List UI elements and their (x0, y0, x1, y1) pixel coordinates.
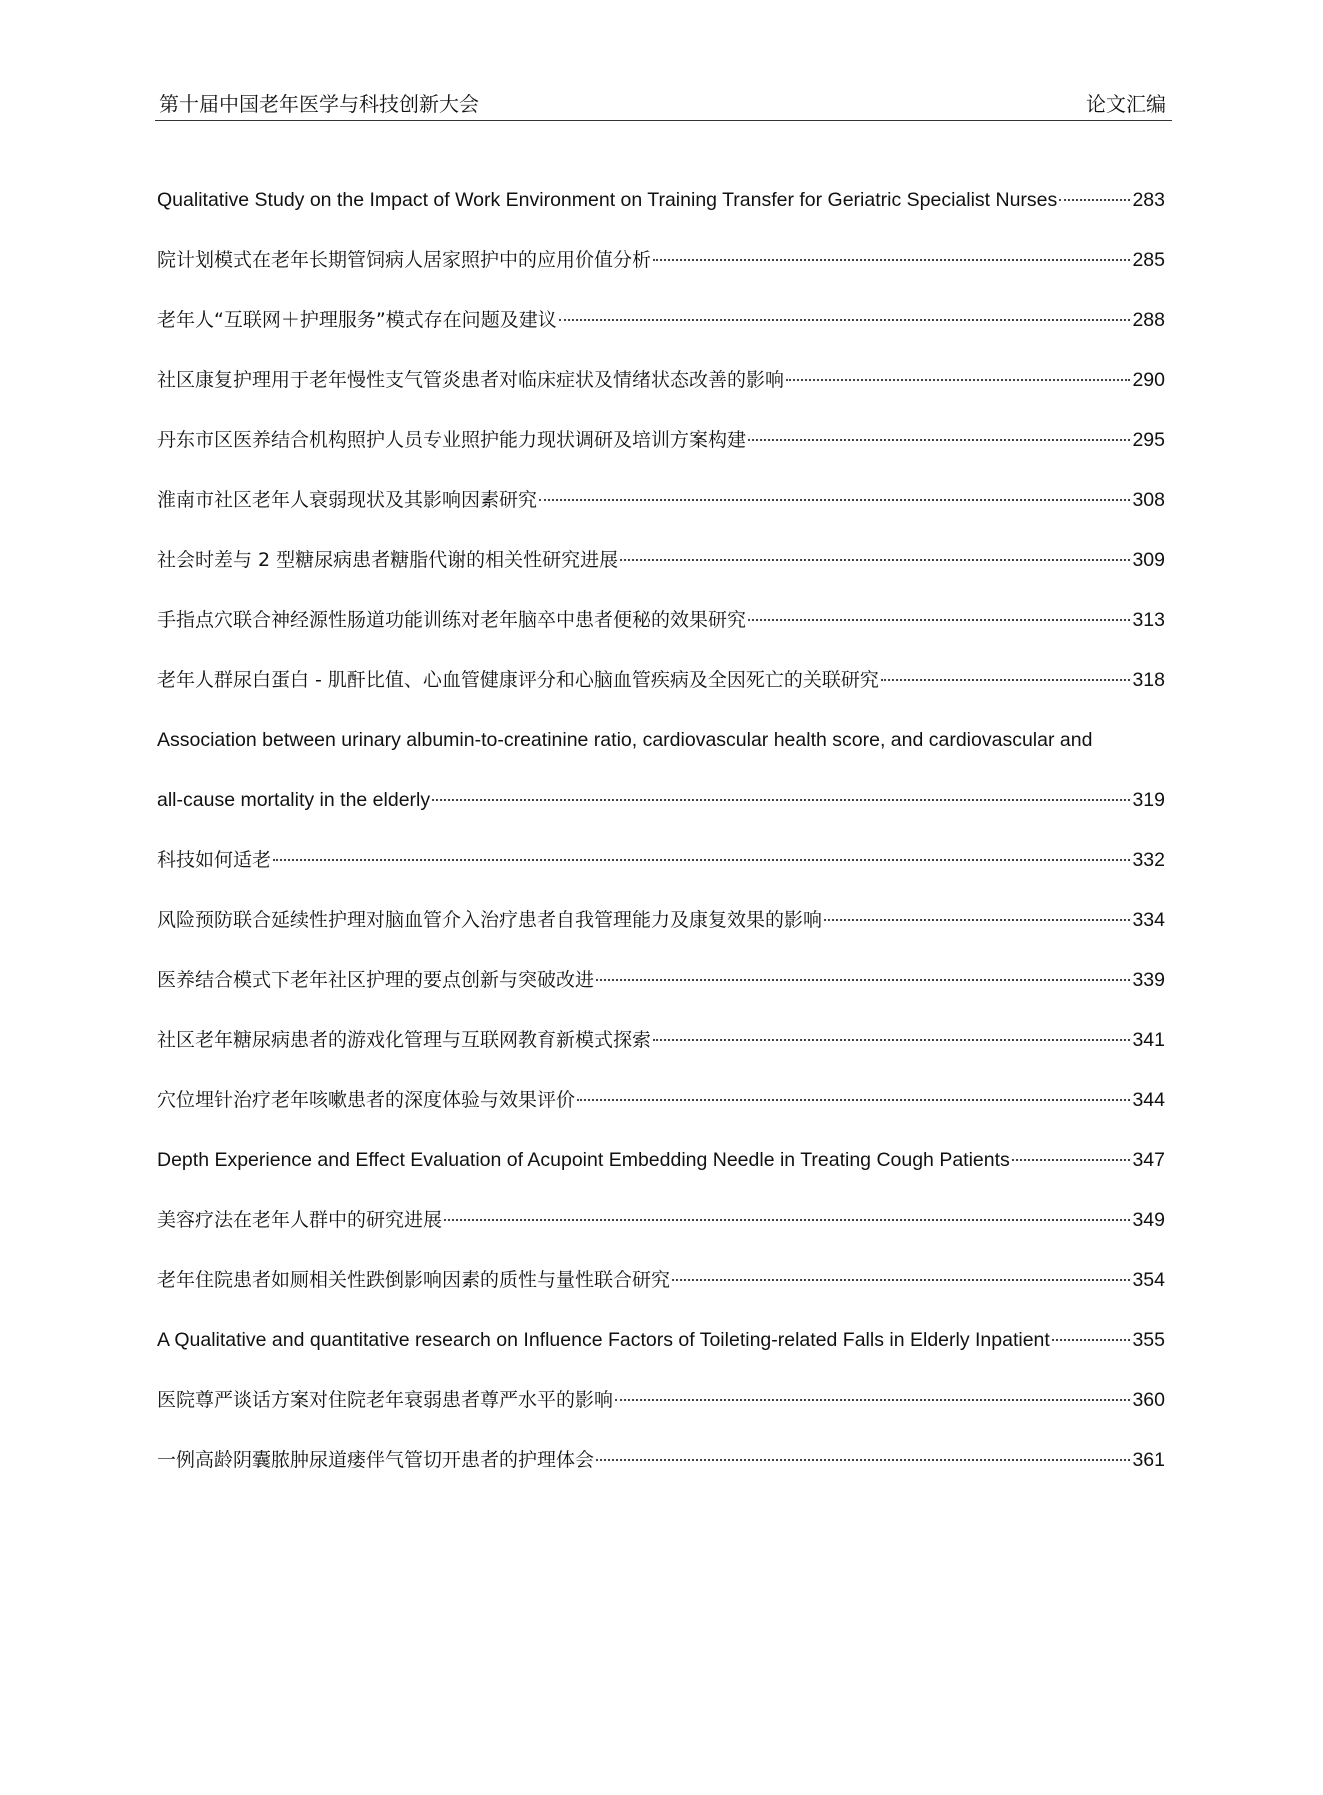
toc-entry-page: 339 (1132, 969, 1165, 991)
toc-entry-page: 361 (1132, 1449, 1165, 1471)
dot-leader (539, 499, 1130, 501)
dot-leader (824, 919, 1130, 921)
toc-entry[interactable] (157, 296, 1165, 356)
toc-entry-title: 社会时差与 2 型糖尿病患者糖脂代谢的相关性研究进展 (157, 549, 619, 571)
toc-entry[interactable] (157, 476, 1165, 536)
toc-entry[interactable] (157, 896, 1165, 956)
toc-entry[interactable] (157, 1256, 1165, 1316)
dot-leader (615, 1399, 1130, 1401)
toc-entry-page: 295 (1132, 429, 1165, 451)
toc-entry-page: 288 (1132, 309, 1165, 331)
toc-entry-page: 355 (1132, 1329, 1165, 1351)
toc-entry[interactable] (157, 416, 1165, 476)
toc-entry-title: 社区老年糖尿病患者的游戏化管理与互联网教育新模式探索 (157, 1029, 652, 1051)
toc-entry-title: 穴位埋针治疗老年咳嗽患者的深度体验与效果评价 (157, 1089, 576, 1111)
toc-entry-title: 淮南市社区老年人衰弱现状及其影响因素研究 (157, 489, 538, 511)
toc-entry-title: 手指点穴联合神经源性肠道功能训练对老年脑卒中患者便秘的效果研究 (157, 609, 747, 631)
toc-entry-title: 风险预防联合延续性护理对脑血管介入治疗患者自我管理能力及康复效果的影响 (157, 909, 823, 931)
toc-entry[interactable] (157, 1076, 1165, 1136)
toc-entry-title: 医院尊严谈话方案对住院老年衰弱患者尊严水平的影响 (157, 1389, 614, 1411)
toc-entry-title: 美容疗法在老年人群中的研究进展 (157, 1209, 443, 1231)
dot-leader (653, 259, 1130, 261)
toc-entry-page: 349 (1132, 1209, 1165, 1231)
conference-title: 第十届中国老年医学与科技创新大会 (159, 92, 479, 116)
dot-leader (881, 679, 1131, 681)
toc-entry[interactable] (157, 776, 1165, 836)
toc-entry-page: 283 (1132, 189, 1165, 211)
dot-leader (596, 1459, 1130, 1461)
toc-entry-title: 老年人群尿白蛋白 - 肌酐比值、心血管健康评分和心脑血管疾病及全因死亡的关联研究 (157, 669, 879, 691)
toc-entry-title: 院计划模式在老年长期管饲病人居家照护中的应用价值分析 (157, 249, 652, 271)
page-header (155, 92, 1172, 121)
toc-entry-page: 344 (1132, 1089, 1165, 1111)
toc-entry-page: 332 (1132, 849, 1165, 871)
toc-entry-title: all-cause mortality in the elderly (157, 789, 431, 811)
toc-entry-title: 丹东市区医养结合机构照护人员专业照护能力现状调研及培训方案构建 (157, 429, 747, 451)
toc-entry-page: 319 (1132, 789, 1165, 811)
dot-leader (620, 559, 1130, 561)
toc-entry-page: 313 (1132, 609, 1165, 631)
toc-entry-title: A Qualitative and quantitative research on Influence Factors of Toileting-related Falls in Elderly Inpatient (157, 1329, 1050, 1351)
toc-entry[interactable] (157, 1316, 1165, 1376)
toc-entry[interactable] (157, 236, 1165, 296)
dot-leader (672, 1279, 1130, 1281)
toc-entry[interactable] (157, 1196, 1165, 1256)
toc-entry[interactable] (157, 656, 1165, 716)
toc-entry-title: 科技如何适老 (157, 849, 272, 871)
toc-entry[interactable] (157, 1376, 1165, 1436)
table-of-contents (157, 176, 1165, 1496)
dot-leader (432, 799, 1130, 801)
toc-entry-page: 347 (1132, 1149, 1165, 1171)
toc-entry[interactable] (157, 536, 1165, 596)
dot-leader (559, 319, 1131, 321)
toc-entry-page: 354 (1132, 1269, 1165, 1291)
toc-entry-title: Qualitative Study on the Impact of Work Environment on Training Transfer for Geriatric Specialist Nurses (157, 189, 1058, 211)
toc-entry[interactable] (157, 176, 1165, 236)
toc-entry[interactable] (157, 1436, 1165, 1496)
toc-entry-page: 341 (1132, 1029, 1165, 1051)
dot-leader (273, 859, 1130, 861)
toc-entry-page: 318 (1132, 669, 1165, 691)
toc-entry-page: 334 (1132, 909, 1165, 931)
toc-entry-page: 309 (1132, 549, 1165, 571)
toc-entry-title: 社区康复护理用于老年慢性支气管炎患者对临床症状及情绪状态改善的影响 (157, 369, 785, 391)
toc-entry[interactable] (157, 956, 1165, 1016)
dot-leader (1052, 1339, 1131, 1341)
dot-leader (577, 1099, 1130, 1101)
toc-entry-title: 一例高龄阴囊脓肿尿道瘘伴气管切开患者的护理体会 (157, 1449, 595, 1471)
toc-entry-page: 308 (1132, 489, 1165, 511)
volume-title: 论文汇编 (1086, 92, 1166, 116)
dot-leader (748, 439, 1130, 441)
toc-entry[interactable] (157, 1016, 1165, 1076)
dot-leader (1059, 199, 1130, 201)
toc-entry-title: 医养结合模式下老年社区护理的要点创新与突破改进 (157, 969, 595, 991)
dot-leader (786, 379, 1130, 381)
toc-entry[interactable] (157, 1136, 1165, 1196)
toc-entry-page: 285 (1132, 249, 1165, 271)
toc-entry-page: 290 (1132, 369, 1165, 391)
toc-entry-title: Association between urinary albumin-to-creatinine ratio, cardiovascular health score, and cardiovascular and (157, 729, 1093, 751)
toc-entry-title: Depth Experience and Effect Evaluation of Acupoint Embedding Needle in Treating Cough Patients (157, 1149, 1010, 1171)
dot-leader (444, 1219, 1130, 1221)
toc-entry-title: 老年人“互联网＋护理服务”模式存在问题及建议 (157, 309, 557, 331)
toc-entry[interactable] (157, 356, 1165, 416)
dot-leader (1012, 1159, 1131, 1161)
toc-entry[interactable] (157, 596, 1165, 656)
toc-entry-continued[interactable] (157, 716, 1165, 776)
dot-leader (653, 1039, 1130, 1041)
toc-entry-page: 360 (1132, 1389, 1165, 1411)
dot-leader (596, 979, 1130, 981)
toc-entry-title: 老年住院患者如厕相关性跌倒影响因素的质性与量性联合研究 (157, 1269, 671, 1291)
dot-leader (748, 619, 1130, 621)
toc-entry[interactable] (157, 836, 1165, 896)
